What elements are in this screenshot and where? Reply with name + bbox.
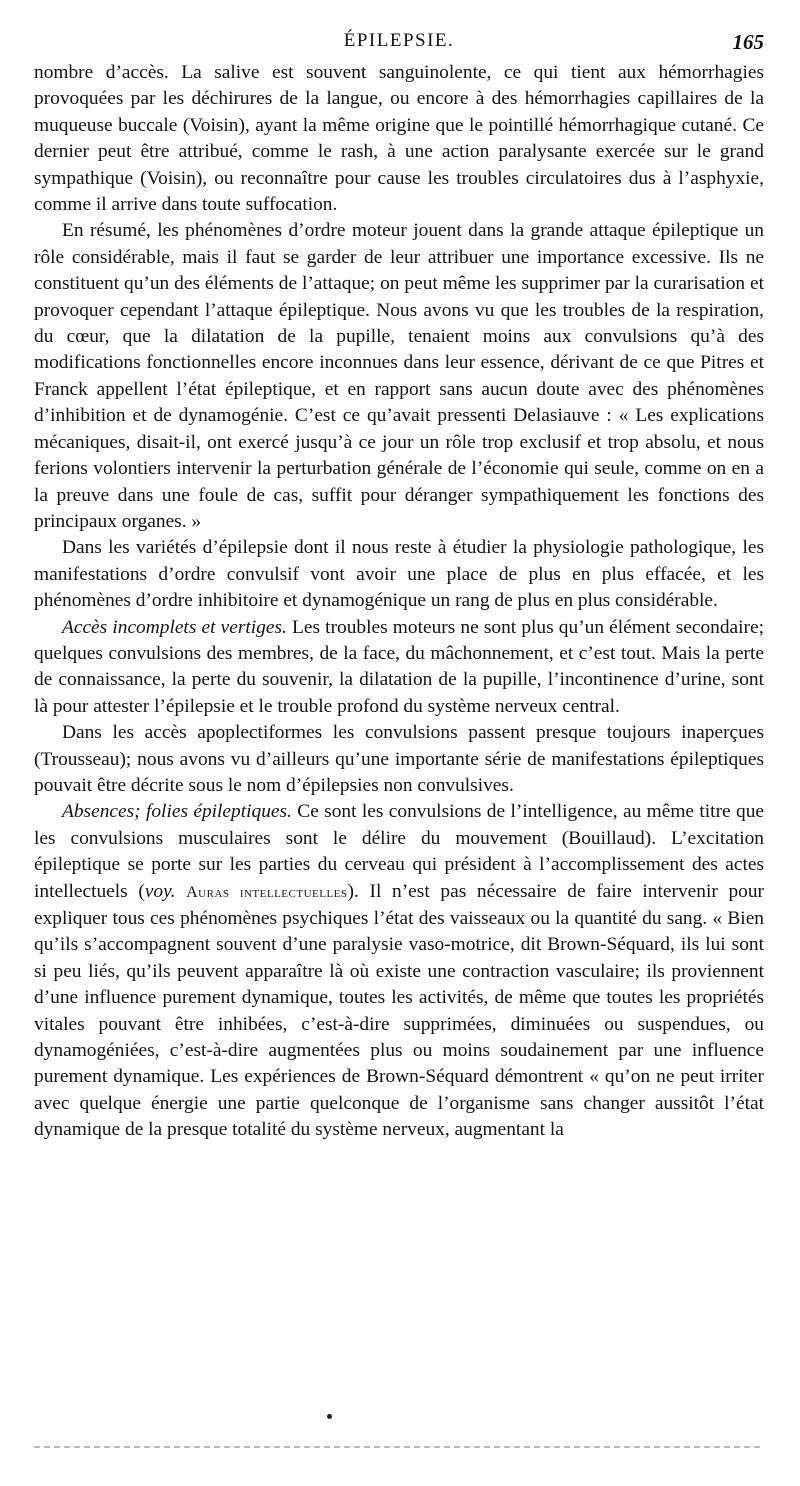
page-header [34, 0, 764, 60]
paragraph-5: Dans les accès apoplectiformes les convulsions passent presque toujours inaperçues (Trousseau); nous avons vu d’ailleurs qu’une importante série de manifestations épileptiques pouvait être décrite sous le nom d’épilepsies non convulsives. [34, 722, 764, 796]
running-title: ÉPILEPSIE. [343, 30, 455, 51]
paragraph-4 [34, 615, 764, 721]
bottom-dashed-rule [34, 1446, 760, 1448]
section-heading-absences: Absences; folies épileptiques. [62, 801, 292, 823]
cross-reference: Auras intellectuelles [186, 883, 348, 901]
page-number: 165 [732, 30, 764, 54]
paragraph-6-text-b: ). Il n’est pas nécessaire de faire intervenir pour expliquer tous ces phénomènes psychiques l’état des vaisseaux ou la quantité du sang. « Bien qu’ils s’accompagnent souvent d’une paralysie vaso-motrice, dit Brown-Séquard, ils lui sont si peu liés, qu’ils peuvent apparaître là où existe une contraction vasculaire; ils proviennent d’une influence purement dynamique, toutes les activités, de même que toutes les propriétés vitales pouvant être inhibées, c’est-à-dire supprimées, diminuées ou suspendues, ou dynamogéniées, c’est-à-dire augmentées plus ou moins soudainement par une influence purement dynamique. Les expériences de Brown-Séquard démontrent « qu’on ne peut irriter avec quelque énergie une partie quelconque de l’organisme sans changer aussitôt l’état dynamique de la presque totalité du système nerveux, augmentant la [34, 880, 765, 1141]
paragraph-3: Dans les variétés d’épilepsie dont il nous reste à étudier la physiologie pathologique, les manifestations d’ordre convulsif vont avoir une place de plus en plus effacée, et les phénomènes d’ordre inhibitoire et dynamogénique un rang de plus en plus considérable. [34, 537, 764, 612]
paragraph-2: En résumé, les phénomènes d’ordre moteur jouent dans la grande attaque épileptique un rôle considérable, mais il faut se garder de leur attribuer une importance excessive. Ils ne constituent qu’un des éléments de l’attaque; on peut même les supprimer par la curarisation et provoquer cependant l’attaque épileptique. Nous avons vu que les troubles de la respiration, du cœur, que la dilatation de la pupille, tenaient moins aux convulsions qu’à des modifications fonctionnelles encore inconnues dans leur essence, dérivant de ce que Pitres et Franck appellent l’état épileptique, et en rapport sans aucun doute avec des phénomènes d’inhibition et de dynamogénie. C’est ce qu’avait pressenti Delasiauve : « Les explications mécaniques, disait-il, ont exercé jusqu’à ce jour un rôle trop exclusif et trop absolu, et nous ferions volontiers intervenir la perturbation générale de l’économie qui seule, comme on en a la preuve dans une foule de cas, suffit pour déranger sympathiquement les fonctions des principaux organes. » [34, 220, 764, 532]
paragraph-6 [34, 799, 764, 1143]
paragraph-4-text: Les troubles moteurs ne sont plus qu’un élément secondaire; quelques convulsions des membres, de la face, du mâchonnement, et c’est tout. Mais la perte de connaissance, la perte du souvenir, la dilatation de la pupille, l’incontinence d’urine, sont là pour attester l’épilepsie et le trouble profond du système nerveux central. [34, 616, 764, 717]
paragraph-1: nombre d’accès. La salive est souvent sanguinolente, ce qui tient aux hémorrhagies provoquées par les déchirures de la langue, ou encore à des hémorrhagies capillaires de la muqueuse buccale (Voisin), ayant la même origine que le pointillé hémorrhagique cutané. Ce dernier peut être attribué, comme le rash, à une action paralysante exercée sur le grand sympathique (Voisin), ou reconnaître pour cause les troubles circulatoires dus à l’asphyxie, comme il arrive dans toute suffocation. [34, 62, 764, 216]
body-text [34, 60, 764, 1144]
printer-mark-dot [327, 1414, 332, 1419]
section-heading-acces-incomplets: Accès incomplets et vertiges. [62, 616, 287, 638]
voy-abbreviation: voy. [144, 880, 176, 902]
page [34, 0, 764, 1144]
paragraph-6-text-a: Ce sont les convulsions de l’intelligence, au même titre que les convulsions musculaires sont le délire du mouvement (Bouillaud). L’excitation épileptique se porte sur les parties du cerveau qui président à l’accomplissement des actes intellectuels ( [34, 801, 764, 902]
